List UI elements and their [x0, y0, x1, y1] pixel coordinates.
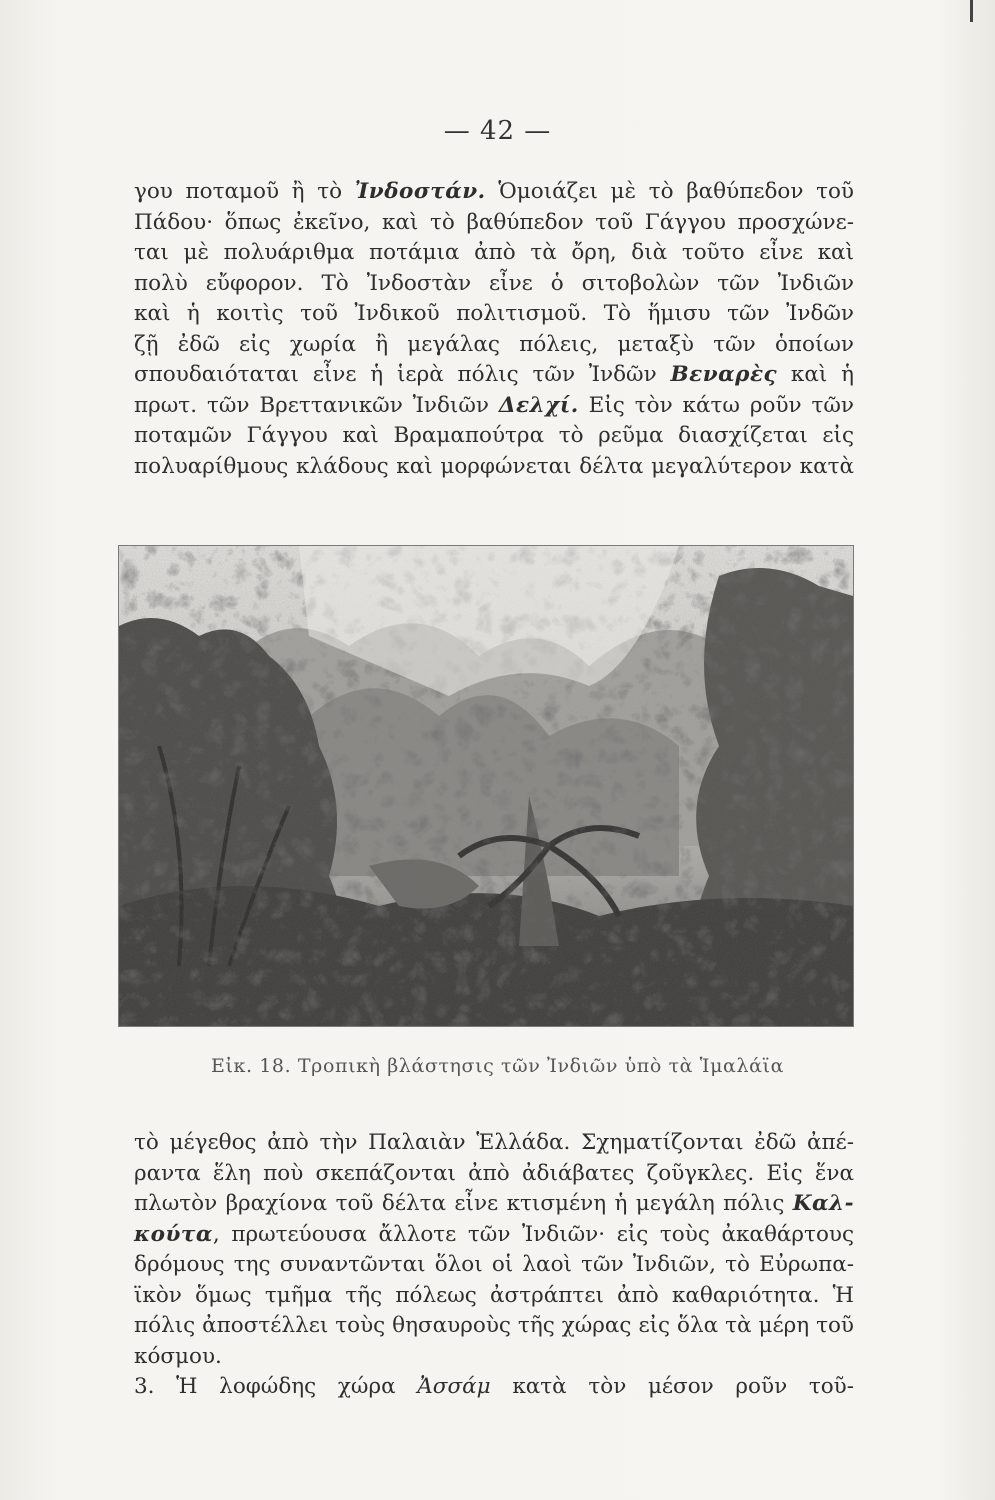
text-line: Πάδου· ὅπως ἐκεῖνο, καὶ τὸ βαθύπεδον τοῦ Γάγγου προσχώνε- [134, 209, 854, 235]
text-line: πόλις ἀποστέλλει τοὺς θησαυροὺς τῆς χώρας εἰς ὅλα τὰ μέρη τοῦ [134, 1313, 854, 1338]
text-line: ραντα ἕλη ποὺ σκεπάζονται ἀπὸ ἀδιάβατες ζοῦγκλες. Εἰς ἕνα [134, 1160, 854, 1186]
text-line: πλωτὸν βραχίονα τοῦ δέλτα εἶνε κτισμένη ἡ μεγάλη πόλις Καλ- [134, 1191, 854, 1216]
text-line: ποταμῶν Γάγγου καὶ Βραμαπούτρα τὸ ρεῦμα διασχίζεται εἰς [134, 423, 854, 448]
text-line: πρωτ. τῶν Βρεττανικῶν Ἰνδιῶν Δελχί. Εἰς τὸν κάτω ροῦν τῶν [134, 392, 854, 418]
jungle-illustration [119, 546, 853, 1026]
text-line: 3. Ἡ λοφώδης χώρα Ἀσσάμ κατὰ τὸν μέσον ροῦν τοῦ- [134, 1374, 854, 1399]
emphasis-benares: Βεναρὲς [670, 362, 778, 387]
text-line: κούτα, πρωτεύουσα ἄλλοτε τῶν Ἰνδιῶν· εἰς τοὺς ἀκαθάρτους [134, 1221, 854, 1247]
emphasis-assam: Ἀσσάμ [417, 1374, 491, 1399]
page-edge-mark [970, 0, 973, 22]
emphasis-kalkouta-cont: κούτα [134, 1221, 213, 1247]
page-number: — 42 — [443, 116, 552, 146]
text-line: πολὺ εὔφορον. Τὸ Ἰνδοστὰν εἶνε ὁ σιτοβολὼν τῶν Ἰνδιῶν [134, 270, 854, 296]
text-line: σπουδαιόταται εἶνε ἡ ἱερὰ πόλις τῶν Ἰνδῶν Βεναρὲς καὶ ἡ [134, 362, 855, 387]
text-line: γου ποταμοῦ ἢ τὸ Ἰνδοστάν. Ὁμοιάζει μὲ τὸ βαθύπεδον τοῦ [134, 179, 854, 204]
text-line: ζῇ ἐδῶ εἰς χωρία ἢ μεγάλας πόλεις, μεταξὺ τῶν ὁποίων [134, 331, 854, 357]
figure-jungle-photo [118, 545, 854, 1027]
figure-caption: Εἰκ. 18. Τροπικὴ βλάστησις τῶν Ἰνδιῶν ὑπὸ τὰ Ἱμαλάϊα [210, 1055, 785, 1077]
text-line: ϊκὸν ὅμως τμῆμα τῆς πόλεως ἀστράπτει ἀπὸ καθαριότητα. Ἡ [134, 1282, 854, 1308]
text-line: καὶ ἡ κοιτὶς τοῦ Ἰνδικοῦ πολιτισμοῦ. Τὸ ἥμισυ τῶν Ἰνδῶν [134, 301, 854, 326]
emphasis-indostan: Ἰνδοστάν. [354, 179, 486, 204]
text-line: δρόμους της συναντῶνται ὅλοι οἱ λαοὶ τῶν Ἰνδιῶν, τὸ Εὐρωπα- [134, 1252, 854, 1277]
paragraph-bottom [134, 1128, 854, 1403]
emphasis-delhi: Δελχί. [498, 392, 579, 418]
text-line: ται μὲ πολυάριθμα ποτάμια ἀπὸ τὰ ὄρη, διὰ τοῦτο εἶνε καὶ [134, 240, 854, 265]
text-line: πολυαρίθμους κλάδους καὶ μορφώνεται δέλτα μεγαλύτερον κατὰ [134, 453, 854, 479]
text-line: τὸ μέγεθος ἀπὸ τὴν Παλαιὰν Ἑλλάδα. Σχηματίζονται ἐδῶ ἀπέ- [134, 1130, 854, 1155]
paragraph-top [134, 177, 854, 482]
text-line: κόσμου. [134, 1343, 222, 1369]
emphasis-kalkouta: Καλ- [792, 1191, 854, 1216]
